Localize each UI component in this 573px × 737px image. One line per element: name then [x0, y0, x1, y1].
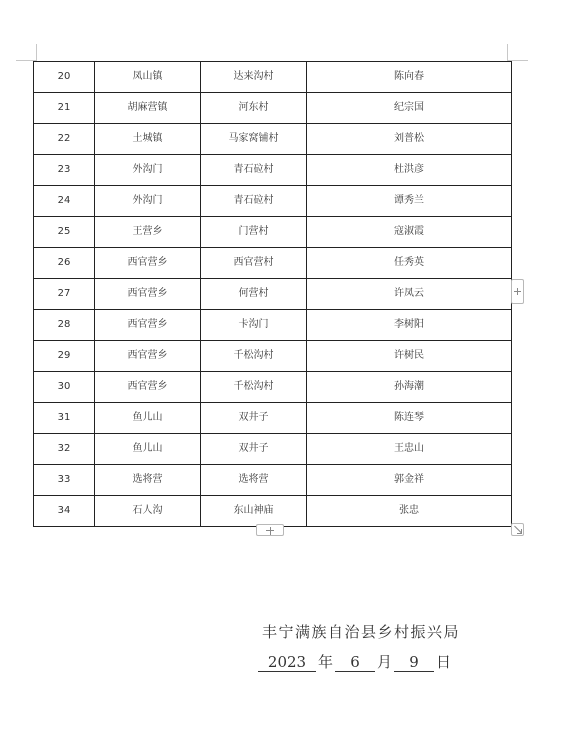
date-day-unit: 日: [436, 653, 452, 671]
cell-number[interactable]: 22: [34, 124, 95, 155]
cell-number[interactable]: 20: [34, 62, 95, 93]
plus-icon-stroke: [270, 527, 271, 535]
cell-village[interactable]: 西官营村: [201, 248, 307, 279]
cell-town[interactable]: 凤山镇: [95, 62, 201, 93]
table-row: [34, 341, 512, 372]
margin-corner-marker: [507, 44, 508, 61]
cell-town[interactable]: 胡麻营镇: [95, 93, 201, 124]
cell-village[interactable]: 双井子: [201, 434, 307, 465]
issuer-name: 丰宁满族自治县乡村振兴局: [262, 623, 461, 641]
cell-town[interactable]: 外沟门: [95, 155, 201, 186]
date-month-unit: 月: [377, 653, 393, 671]
cell-village[interactable]: 双井子: [201, 403, 307, 434]
cell-village[interactable]: 门营村: [201, 217, 307, 248]
cell-village[interactable]: 选将营: [201, 465, 307, 496]
cell-name[interactable]: 许树民: [307, 341, 512, 372]
table-row: [34, 155, 512, 186]
cell-name[interactable]: 张忠: [307, 496, 512, 527]
plus-icon-stroke: [517, 288, 518, 295]
table-row: [34, 403, 512, 434]
cell-number[interactable]: 31: [34, 403, 95, 434]
cell-village[interactable]: 千松沟村: [201, 341, 307, 372]
cell-town[interactable]: 西官营乡: [95, 248, 201, 279]
cell-town[interactable]: 鱼儿山: [95, 434, 201, 465]
add-column-button[interactable]: [511, 279, 524, 304]
cell-name[interactable]: 谭秀兰: [307, 186, 512, 217]
table-row: [34, 496, 512, 527]
cell-village[interactable]: 达来沟村: [201, 62, 307, 93]
cell-name[interactable]: 孙海潮: [307, 372, 512, 403]
cell-town[interactable]: 选将营: [95, 465, 201, 496]
cell-name[interactable]: 郭金祥: [307, 465, 512, 496]
cell-number[interactable]: 28: [34, 310, 95, 341]
cell-name[interactable]: 李树阳: [307, 310, 512, 341]
add-row-button[interactable]: [256, 524, 284, 536]
cell-number[interactable]: 21: [34, 93, 95, 124]
cell-name[interactable]: 王忠山: [307, 434, 512, 465]
cell-name[interactable]: 寇淑霞: [307, 217, 512, 248]
resize-icon-arrowhead: [517, 529, 522, 534]
cell-name[interactable]: 杜洪彦: [307, 155, 512, 186]
cell-number[interactable]: 34: [34, 496, 95, 527]
cell-number[interactable]: 33: [34, 465, 95, 496]
table-row: [34, 62, 512, 93]
cell-number[interactable]: 29: [34, 341, 95, 372]
signature-date: [258, 653, 453, 672]
cell-town[interactable]: 鱼儿山: [95, 403, 201, 434]
cell-name[interactable]: 纪宗国: [307, 93, 512, 124]
table-row: [34, 465, 512, 496]
cell-name[interactable]: 陈向春: [307, 62, 512, 93]
margin-corner-marker: [36, 44, 37, 61]
table-row: [34, 279, 512, 310]
cell-town[interactable]: 西官营乡: [95, 372, 201, 403]
cell-village[interactable]: 卡沟门: [201, 310, 307, 341]
date-month: 6: [335, 653, 375, 672]
cell-number[interactable]: 26: [34, 248, 95, 279]
cell-town[interactable]: 西官营乡: [95, 341, 201, 372]
date-day: 9: [394, 653, 434, 672]
cell-name[interactable]: 许凤云: [307, 279, 512, 310]
cell-village[interactable]: 马家窝铺村: [201, 124, 307, 155]
cell-town[interactable]: 西官营乡: [95, 310, 201, 341]
cell-number[interactable]: 30: [34, 372, 95, 403]
cell-village[interactable]: 青石砬村: [201, 155, 307, 186]
roster-table-body: [34, 62, 512, 527]
cell-number[interactable]: 24: [34, 186, 95, 217]
cell-town[interactable]: 石人沟: [95, 496, 201, 527]
table-row: [34, 310, 512, 341]
table-row: [34, 93, 512, 124]
cell-village[interactable]: 青石砬村: [201, 186, 307, 217]
cell-name[interactable]: 刘普松: [307, 124, 512, 155]
cell-number[interactable]: 27: [34, 279, 95, 310]
cell-village[interactable]: 何营村: [201, 279, 307, 310]
table-row: [34, 217, 512, 248]
cell-name[interactable]: 陈连琴: [307, 403, 512, 434]
table-row: [34, 372, 512, 403]
table-row: [34, 124, 512, 155]
cell-town[interactable]: 王营乡: [95, 217, 201, 248]
cell-village[interactable]: 河东村: [201, 93, 307, 124]
date-year: 2023: [258, 653, 316, 672]
cell-name[interactable]: 任秀英: [307, 248, 512, 279]
table-row: [34, 248, 512, 279]
date-year-unit: 年: [318, 653, 334, 671]
table-resize-handle[interactable]: [511, 523, 524, 536]
cell-village[interactable]: 千松沟村: [201, 372, 307, 403]
roster-table: [33, 61, 512, 527]
cell-number[interactable]: 23: [34, 155, 95, 186]
table-row: [34, 186, 512, 217]
cell-number[interactable]: 32: [34, 434, 95, 465]
table-row: [34, 434, 512, 465]
cell-number[interactable]: 25: [34, 217, 95, 248]
cell-town[interactable]: 西官营乡: [95, 279, 201, 310]
cell-town[interactable]: 外沟门: [95, 186, 201, 217]
cell-village[interactable]: 东山神庙: [201, 496, 307, 527]
cell-town[interactable]: 土城镇: [95, 124, 201, 155]
